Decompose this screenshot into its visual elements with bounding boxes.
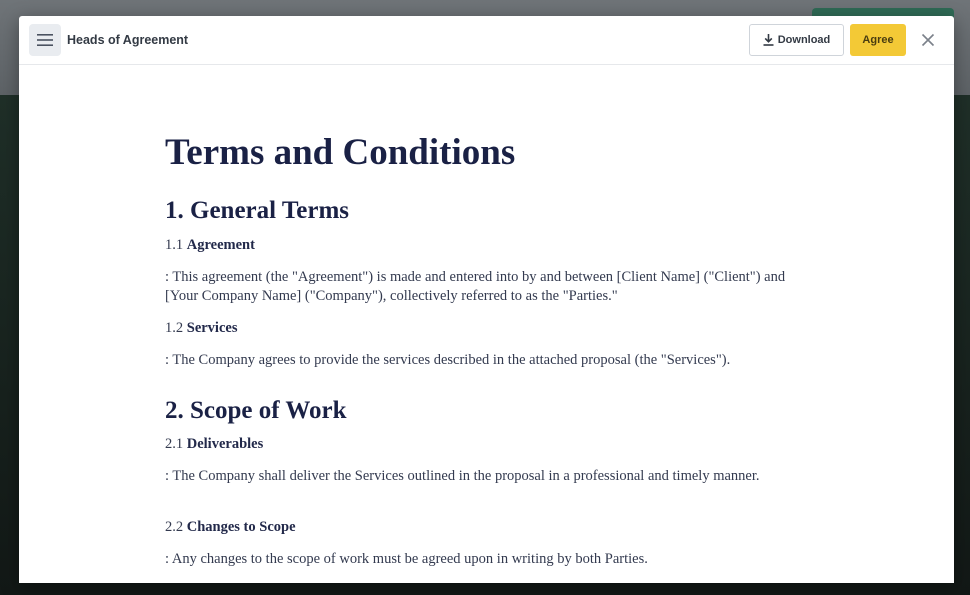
clause-label — [165, 518, 805, 537]
clause-text: : Any changes to the scope of work must be agreed upon in writing by both Parties. — [165, 551, 648, 567]
clause-number: 2.1 — [165, 436, 184, 452]
clause-label — [165, 435, 805, 454]
menu-button[interactable] — [29, 24, 61, 56]
clause-title: Deliverables — [186, 436, 264, 452]
clause-label — [165, 236, 805, 255]
document-title: Terms and Conditions — [165, 132, 516, 173]
clause-number: 1.2 — [165, 320, 184, 336]
clause-title: Services — [186, 320, 238, 336]
clause-title: Agreement — [186, 237, 255, 253]
clause-text: : The Company shall deliver the Services outlined in the proposal in a professional and timely manner. — [165, 468, 760, 484]
download-button[interactable] — [749, 24, 844, 56]
agree-button[interactable]: Agree — [850, 24, 906, 56]
clause-text: : This agreement (the "Agreement") is made and entered into by and between [Client Name] ("Client") and [Your Company Name] ("Company"), collectively referred to as the "Parties." — [165, 269, 786, 304]
download-icon — [763, 34, 774, 46]
modal-title: Heads of Agreement — [67, 33, 189, 47]
hamburger-menu-icon — [37, 34, 53, 46]
modal-header — [19, 16, 954, 65]
clause-label — [165, 319, 805, 338]
document-modal — [19, 16, 954, 583]
close-icon — [918, 30, 938, 50]
clause-number: 1.1 — [165, 237, 184, 253]
section-heading: 1. General Terms — [165, 197, 350, 224]
close-button[interactable] — [918, 30, 938, 50]
clause-title: Changes to Scope — [186, 519, 296, 535]
download-button-label: Download — [777, 34, 831, 46]
clause-text: : The Company agrees to provide the services described in the attached proposal (the "Services"). — [165, 352, 731, 368]
section-heading: 2. Scope of Work — [165, 397, 347, 424]
clause-number: 2.2 — [165, 519, 184, 535]
